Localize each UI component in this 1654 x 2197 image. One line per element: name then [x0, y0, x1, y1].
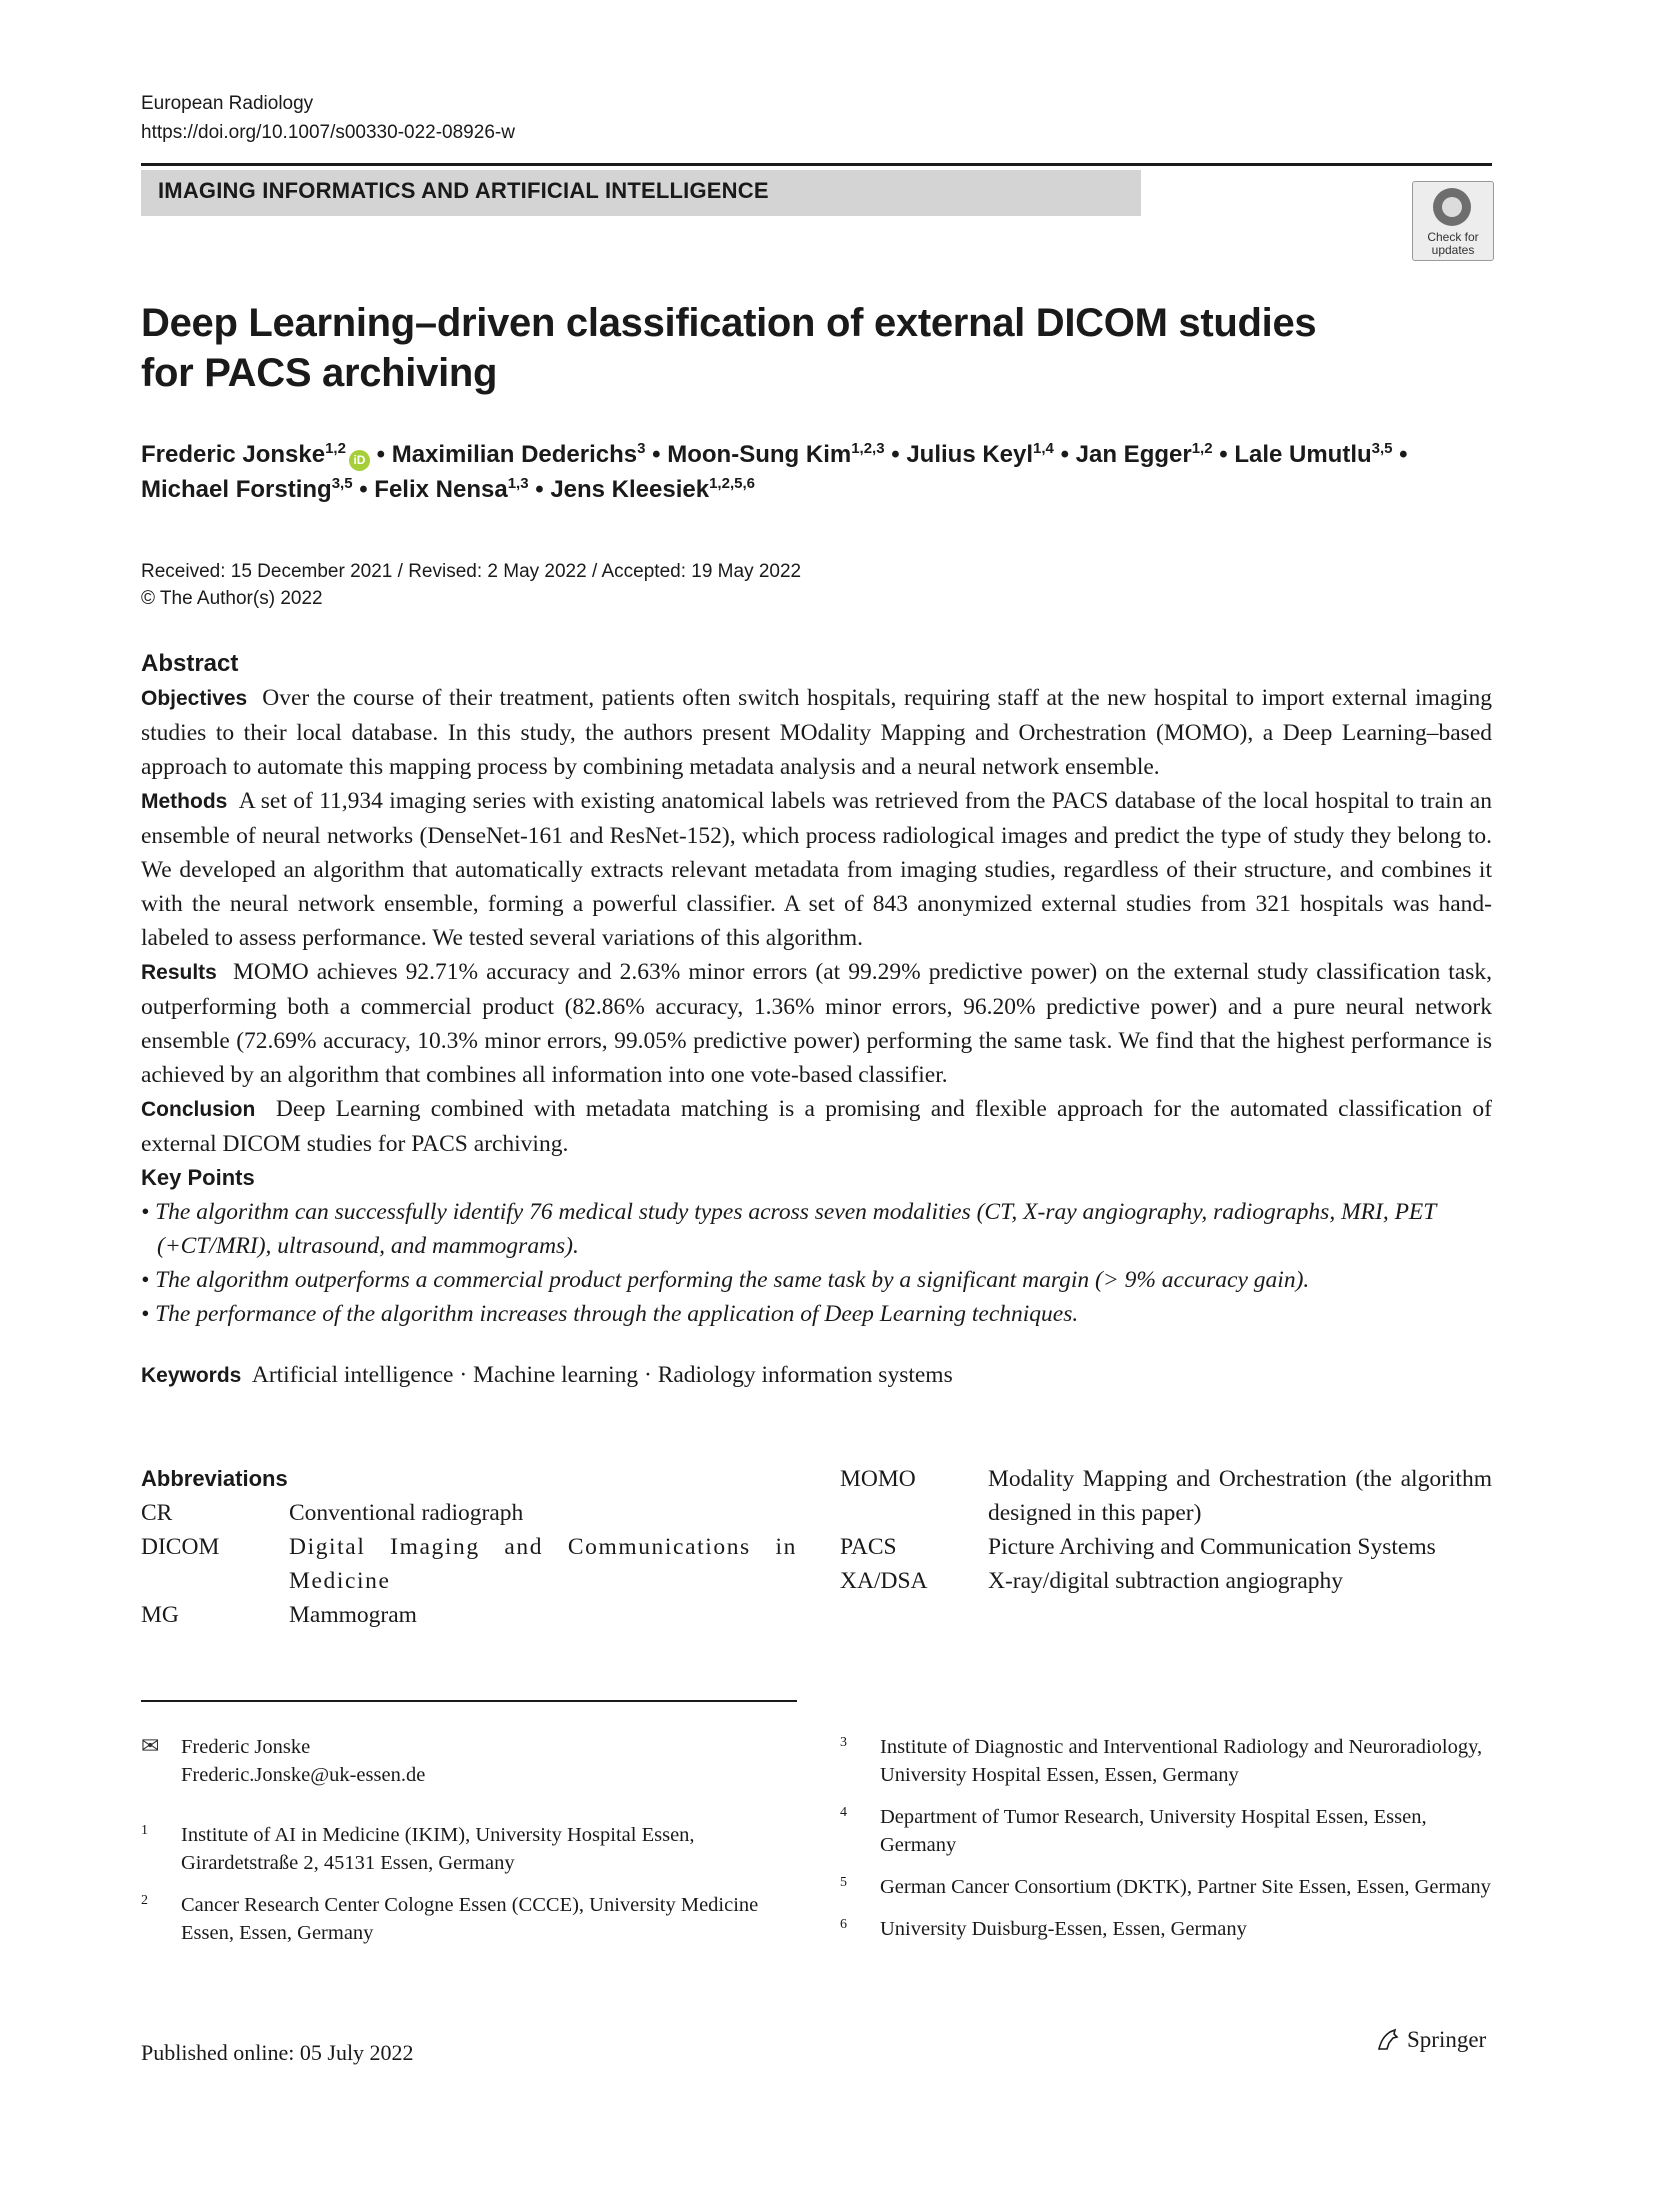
abbreviation-row: PACS Picture Archiving and Communication Systems [840, 1534, 1436, 1560]
correspondence [141, 1733, 797, 1789]
title-line-1: Deep Learning–driven classification of external DICOM studies [141, 301, 1317, 345]
affiliations-left [141, 1733, 797, 1961]
article-history [141, 558, 801, 612]
affiliation: 1 Institute of AI in Medicine (IKIM), University Hospital Essen, Girardetstraße 2, 45131 Essen, Germany [141, 1823, 695, 1874]
abstract-conclusion: Conclusion Deep Learning combined with metadata matching is a promising and flexible approach for the automated classification of external DICOM studies for PACS archiving. [141, 1096, 1492, 1157]
keywords-value: Artificial intelligence · Machine learning · Radiology information systems [251, 1362, 953, 1388]
corresponding-email[interactable]: Frederic.Jonske@uk-essen.de [181, 1764, 426, 1786]
footnote-rule [141, 1700, 797, 1702]
keywords [141, 1358, 953, 1393]
corresponding-author: Frederic Jonske [181, 1736, 311, 1758]
abstract-heading: Abstract [141, 650, 239, 677]
abbreviation-row: XA/DSA X-ray/digital subtraction angiography [840, 1568, 1344, 1594]
author[interactable]: Jan Egger$^{1,2}$ [1075, 440, 1213, 468]
author[interactable]: Maximilian Dederichs$^3$ [391, 440, 646, 468]
copyright-line: © The Author(s) 2022 [141, 588, 323, 609]
abstract-section [141, 647, 1492, 1331]
affiliation: 3 Institute of Diagnostic and Interventional Radiology and Neuroradiology, University Hospital Essen, Essen, Germany [840, 1735, 1483, 1786]
abstract-objectives: Objectives Over the course of their treatment, patients often switch hospitals, requiring staff at the new hospital to import external imaging studies to their local database. In this study, the authors present MOdality Mapping and Orchestration (MOMO), a Deep Learning–based approach to automate this mapping process by combining metadata analysis and a neural network ensemble. [141, 685, 1492, 780]
key-point: • The algorithm can successfully identify 76 medical study types across seven modalities (CT, X-ray angiography, radiographs, MRI, PET (+CT/MRI), ultrasound, and mammograms). [141, 1199, 1436, 1259]
abbreviation-row: CR Conventional radiograph [141, 1500, 524, 1526]
envelope-icon: ✉ [141, 1733, 160, 1758]
affiliation: 4 Department of Tumor Research, University Hospital Essen, Essen, Germany [840, 1805, 1427, 1856]
author[interactable]: Moon-Sung Kim$^{1,2,3}$ [667, 440, 885, 468]
author[interactable]: Lale Umutlu$^{3,5}$ [1234, 440, 1393, 468]
badge-line-1: Check for [1427, 230, 1479, 244]
affiliation: 6 University Duisburg-Essen, Essen, Germany [840, 1917, 1247, 1940]
abbreviations-left [141, 1462, 797, 1632]
author-list: Frederic Jonske$^{1,2}$iD • Maximilian Dederichs$^3$ • Moon-Sung Kim$^{1,2,3}$ • Julius Keyl$^{1,4}$ • Jan Egger$^{1,2}$ • Lale Umutlu$^{3,5}$ • Michael Forsting$^{3,5}$ • Felix Nensa$^{1,3}$ • Jens Kleesiek$^{1,2,5,6}$ [141, 440, 1408, 503]
dates-line: Received: 15 December 2021 / Revised: 2 May 2022 / Accepted: 19 May 2022 [141, 561, 802, 582]
author[interactable]: Julius Keyl$^{1,4}$ [906, 440, 1054, 468]
title-line-2: for PACS archiving [141, 351, 498, 395]
abbreviation-row: MG Mammogram [141, 1602, 417, 1628]
check-updates-icon [1433, 188, 1471, 226]
affiliation: 2 Cancer Research Center Cologne Essen (CCCE), University Medicine Essen, Essen, Germany [141, 1893, 759, 1944]
abbreviation-row: DICOM Digital Imaging and Communications in Medicine [141, 1534, 797, 1594]
paper-title [141, 298, 1441, 398]
abbreviations-heading: Abbreviations [141, 1466, 288, 1491]
abstract-methods: Methods A set of 11,934 imaging series with existing anatomical labels was retrieved from the PACS database of the local hospital to train an ensemble of neural networks (DenseNet-161 and ResNet-152), which process radiological images and predict the type of study they belong to. We developed an algorithm that automatically extracts relevant metadata from imaging studies, regardless of their structure, and combines it with the neural network ensemble, forming a powerful classifier. A set of 843 anonymized external studies from 321 hospitals was hand-labeled to assess performance. We tested several variations of this algorithm. [141, 788, 1492, 951]
key-point: • The performance of the algorithm increases through the application of Deep Learning techniques. [141, 1301, 1079, 1327]
top-rule [141, 163, 1492, 166]
doi-link[interactable]: https://doi.org/10.1007/s00330-022-08926-w [141, 122, 515, 143]
affiliation: 5 German Cancer Consortium (DKTK), Partner Site Essen, Essen, Germany [840, 1875, 1491, 1898]
key-points-heading: Key Points [141, 1165, 255, 1190]
abstract-results: Results MOMO achieves 92.71% accuracy and 2.63% minor errors (at 99.29% predictive power) on the external study classification task, outperforming both a commercial product (82.86% accuracy, 1.36% minor errors, 96.20% predictive power) and a pure neural network ensemble (72.69% accuracy, 10.3% minor errors, 99.05% predictive power) performing the same task. We find that the highest performance is achieved by an algorithm that combines all information into one vote-based classifier. [141, 959, 1493, 1088]
springer-horse-icon [1375, 2027, 1401, 2053]
section-label: IMAGING INFORMATICS AND ARTIFICIAL INTELLIGENCE [158, 178, 769, 203]
journal-header [141, 89, 515, 147]
author[interactable]: Frederic Jonske$^{1,2}$ [141, 440, 346, 468]
keywords-label: Keywords [141, 1364, 242, 1387]
author[interactable]: Felix Nensa$^{1,3}$ [374, 475, 529, 503]
publisher-name: Springer [1407, 2027, 1487, 2052]
author[interactable]: Michael Forsting$^{3,5}$ [141, 475, 353, 503]
check-for-updates-badge[interactable] [1412, 181, 1494, 261]
abbreviation-row: MOMO Modality Mapping and Orchestration (the algorithm designed in this paper) [840, 1466, 1492, 1526]
abbreviations-right [840, 1462, 1492, 1598]
journal-name: European Radiology [141, 93, 314, 114]
published-online: Published online: 05 July 2022 [141, 2040, 414, 2065]
orcid-icon[interactable]: iD [349, 450, 370, 471]
badge-line-2: updates [1431, 243, 1475, 257]
author[interactable]: Jens Kleesiek$^{1,2,5,6}$ [550, 475, 755, 503]
affiliations-right [840, 1733, 1492, 1957]
publisher-logo [1375, 2024, 1486, 2056]
key-point: • The algorithm outperforms a commercial product performing the same task by a significant margin (> 9% accuracy gain). [141, 1267, 1310, 1293]
